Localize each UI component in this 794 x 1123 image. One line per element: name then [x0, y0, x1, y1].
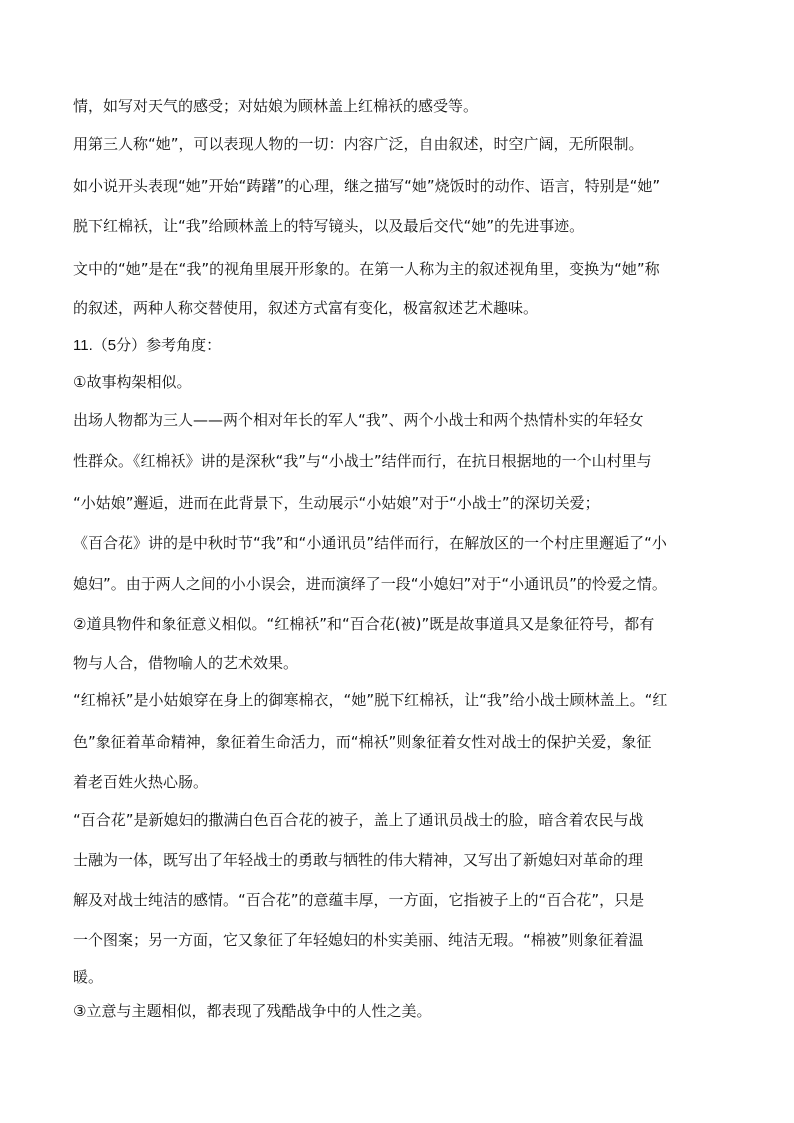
- text-line: 一个图案；另一方面，它又象征了年轻媳妇的朴实美丽、纯洁无瑕。“棉被”则象征着温: [73, 931, 644, 949]
- text-line: 性群众。《红棉袄》讲的是深秋“我”与“小战士”结伴而行，在抗日根据地的一个山村里与: [73, 452, 652, 470]
- point-heading: ②道具物件和象征意义相似。“红棉袄”和“百合花(被)”既是故事道具又是象征符号，都有: [73, 615, 655, 633]
- text-line: 着老百姓火热心肠。: [73, 773, 209, 791]
- question-heading: 11.（5分）参考角度：: [73, 337, 222, 354]
- point-heading: ①故事构架相似。: [73, 373, 192, 391]
- text-line: “红棉袄”是小姑娘穿在身上的御寒棉衣，“她”脱下红棉袄，让“我”给小战士顾林盖上。“红: [73, 691, 668, 709]
- text-line: 物与人合，借物喻人的艺术效果。: [73, 654, 299, 672]
- text-line: 媳妇”。由于两人之间的小小误会，进而演绎了一段“小媳妇”对于“小通讯员”的怜爱之情。: [73, 575, 667, 593]
- text-line: 出场人物都为三人——两个相对年长的军人“我”、两个小战士和两个热情朴实的年轻女: [73, 411, 644, 429]
- point-heading: ③立意与主题相似，都表现了残酷战争中的人性之美。: [73, 1002, 432, 1020]
- text-line: “小姑娘”邂逅，进而在此背景下，生动展示“小姑娘”对于“小战士”的深切关爱；: [73, 494, 600, 512]
- text-line: 士融为一体，既写出了年轻战士的勇敢与牺牲的伟大精神，又写出了新媳妇对革命的理: [73, 851, 644, 869]
- text-line: 暖。: [73, 968, 104, 986]
- text-line: 《百合花》讲的是中秋时节“我”和“小通讯员”结伴而行，在解放区的一个村庄里邂逅了“小: [73, 534, 667, 552]
- text-line: 的叙述，两种人称交替使用，叙述方式富有变化，极富叙述艺术趣味。: [73, 299, 539, 317]
- text-line: 如小说开头表现“她”开始“踌躇”的心理，继之描写“她”烧饭时的动作、语言，特别是“她”: [73, 177, 661, 195]
- text-line: 解及对战士纯洁的感情。“百合花”的意蕴丰厚，一方面，它指被子上的“百合花”，只是: [73, 891, 645, 909]
- text-line: 色”象征着革命精神，象征着生命活力，而“棉袄”则象征着女性对战士的保护关爱，象征: [73, 733, 652, 751]
- text-line: 文中的“她”是在“我”的视角里展开形象的。在第一人称为主的叙述视角里，变换为“她”称: [73, 260, 660, 278]
- text-line: 脱下红棉袄，让“我”给顾林盖上的特写镜头，以及最后交代“她”的先进事迹。: [73, 217, 585, 235]
- text-line: 情，如写对天气的感受；对姑娘为顾林盖上红棉袄的感受等。: [73, 97, 479, 115]
- text-line: “百合花”是新媳妇的撒满白色百合花的被子，盖上了通讯员战士的脸，暗含着农民与战: [73, 811, 644, 829]
- text-line: 用第三人称“她”，可以表现人物的一切：内容广泛，自由叙述，时空广阔，无所限制。: [73, 135, 644, 153]
